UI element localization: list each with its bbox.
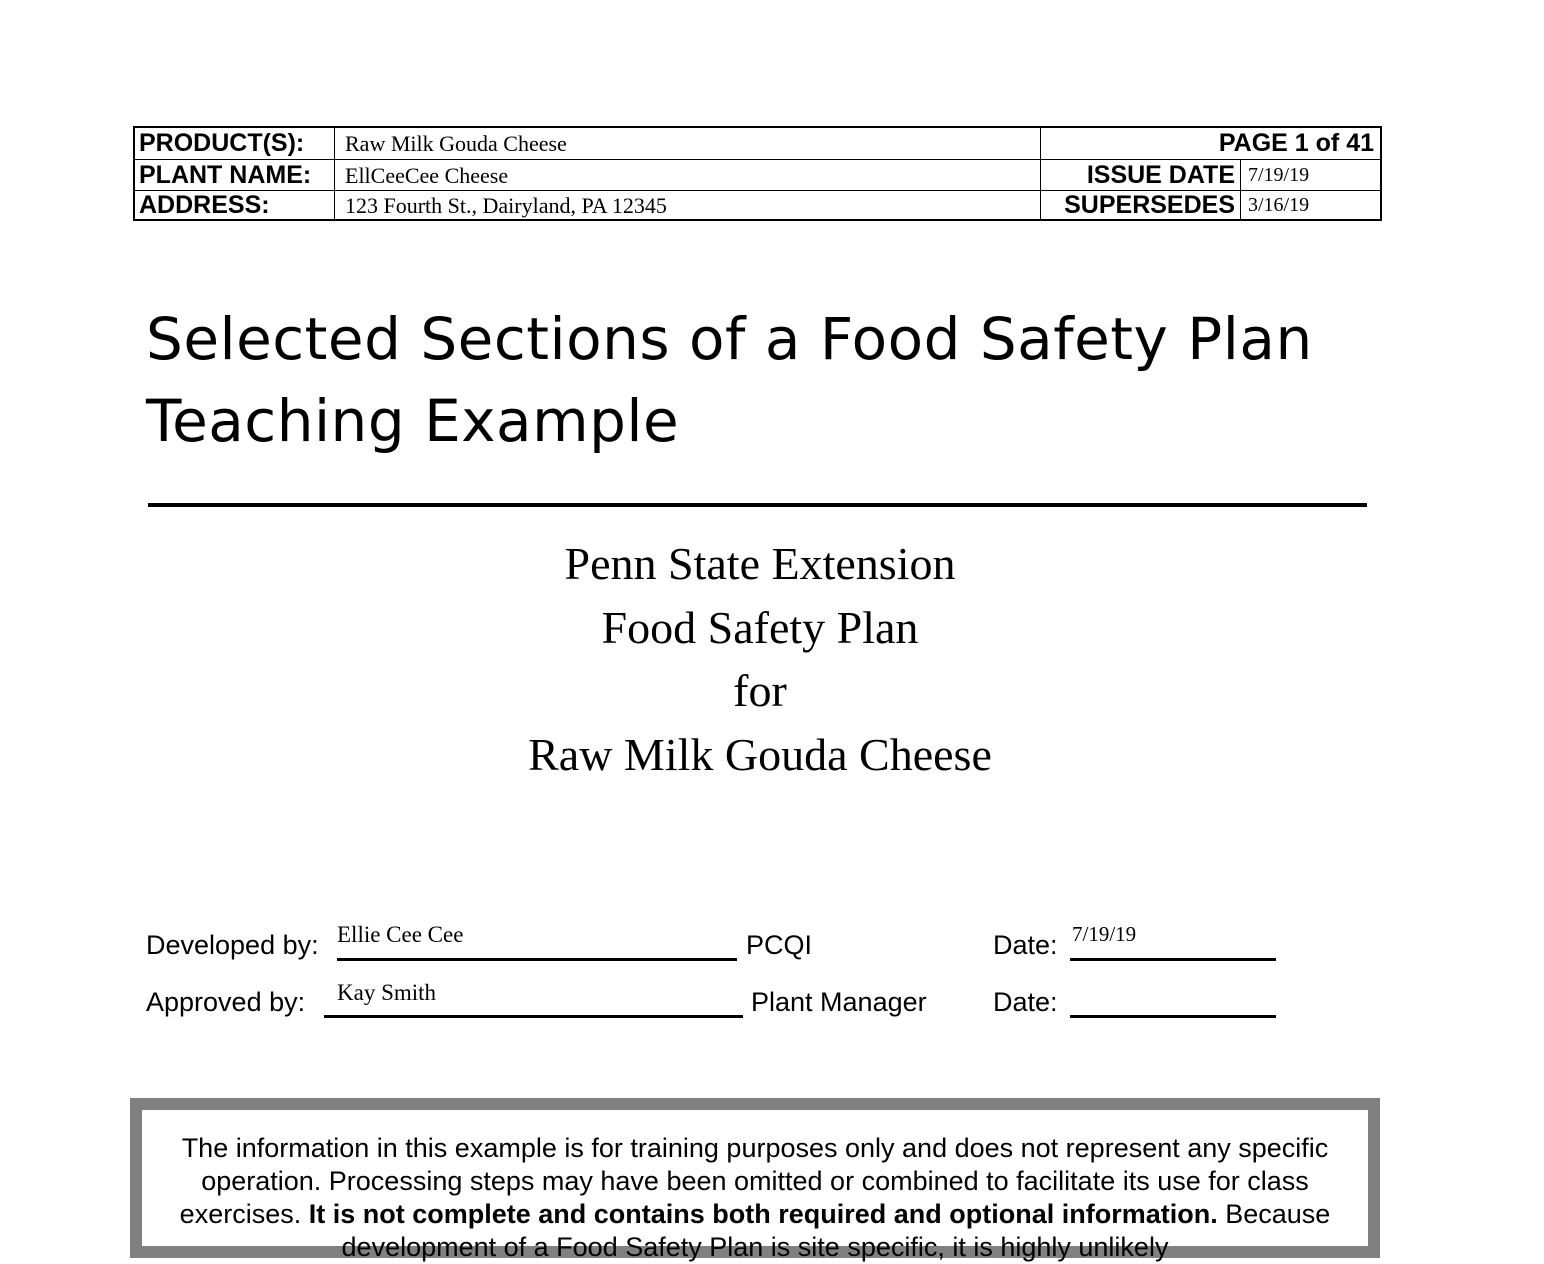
header-table	[133, 126, 1382, 221]
title-line: Teaching Example	[146, 387, 680, 455]
header-divider	[334, 128, 335, 219]
disclaimer-text	[166, 1132, 1344, 1264]
plan-heading-line: Food Safety Plan	[601, 601, 919, 653]
page-number: PAGE 1 of 41	[1218, 129, 1374, 157]
header-row-plant	[135, 159, 1380, 191]
title-line: Selected Sections of a Food Safety Plan	[146, 305, 1313, 373]
address-label: ADDRESS:	[139, 191, 270, 219]
header-divider	[1040, 128, 1041, 219]
approved-by-label: Approved by:	[146, 987, 306, 1017]
issue-date-label: ISSUE DATE	[1086, 161, 1235, 189]
disclaimer-bold-text: It is not complete and contains both required and optional information.	[308, 1199, 1218, 1229]
plan-heading-line: Raw Milk Gouda Cheese	[528, 728, 992, 780]
header-row-product	[135, 128, 1380, 159]
developed-date-label: Date:	[993, 930, 1058, 960]
supersedes-label: SUPERSEDES	[1064, 191, 1235, 219]
disclaimer-text-part: The information in this example is for training purposes only and does not represent any specific operation. Processing steps may have been omitted or combined to facilitate its use for class exercises.	[179, 1133, 1329, 1229]
approved-by-role: Plant Manager	[751, 987, 927, 1017]
developed-date-line	[1070, 958, 1276, 961]
document-title	[146, 298, 1396, 462]
supersedes-value: 3/16/19	[1248, 194, 1310, 216]
approved-by-name: Kay Smith	[337, 980, 437, 1005]
product-label: PRODUCT(S):	[139, 129, 305, 157]
product-value: Raw Milk Gouda Cheese	[345, 130, 567, 156]
disclaimer-text-part: Because development of a Food Safety Plan is site specific, it is highly unlikely	[341, 1199, 1331, 1262]
address-value: 123 Fourth St., Dairyland, PA 12345	[345, 192, 667, 218]
developed-by-signature-line	[337, 958, 737, 961]
disclaimer-box	[130, 1098, 1380, 1262]
plan-heading	[460, 532, 1060, 786]
developed-by-name: Ellie Cee Cee	[337, 922, 464, 947]
developed-date-value: 7/19/19	[1072, 922, 1137, 946]
approved-date-label: Date:	[993, 987, 1058, 1017]
plan-heading-line: for	[733, 665, 787, 716]
issue-date-value: 7/19/19	[1248, 164, 1310, 186]
developed-by-label: Developed by:	[146, 930, 319, 960]
header-divider	[1240, 159, 1241, 219]
plant-label: PLANT NAME:	[139, 161, 312, 189]
approved-by-signature-line	[324, 1015, 743, 1018]
plan-heading-line: Penn State Extension	[564, 538, 956, 589]
plant-value: EllCeeCee Cheese	[345, 162, 509, 188]
title-rule	[148, 503, 1367, 507]
approved-date-line	[1070, 1015, 1276, 1018]
header-row-address	[135, 190, 1380, 220]
developed-by-role: PCQI	[746, 930, 813, 960]
